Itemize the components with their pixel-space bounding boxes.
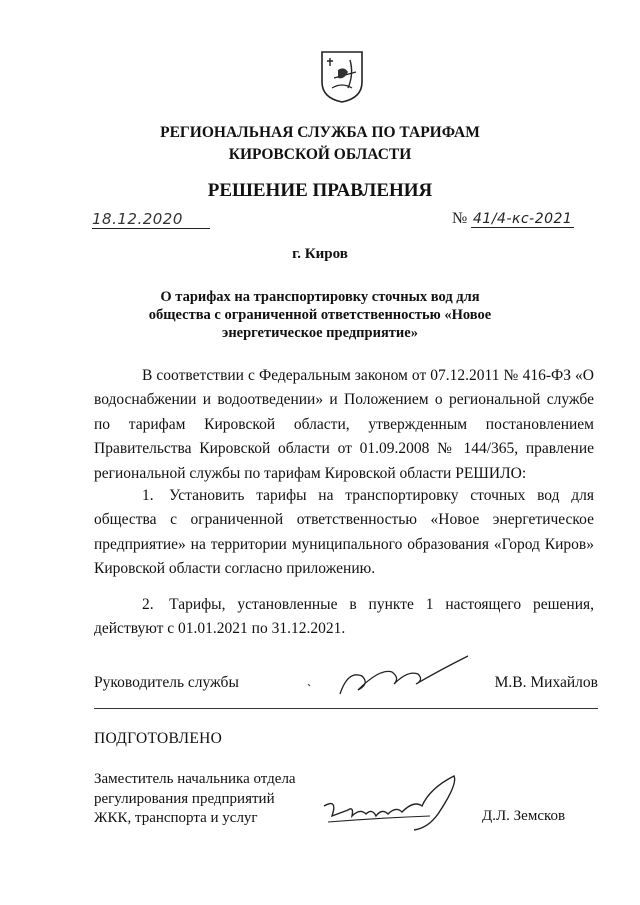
decision-date: 18.12.2020 (92, 210, 210, 229)
head-name: М.В. Михайлов (494, 674, 598, 691)
preparer-signature (318, 770, 468, 834)
decision-number (452, 210, 592, 228)
org-name-line2: КИРОВСКОЙ ОБЛАСТИ (228, 146, 412, 163)
number-sign: № (452, 210, 468, 227)
number-value: 41/4-кс-2021 (473, 211, 573, 227)
city: г. Киров (292, 246, 348, 262)
head-signature-row (94, 674, 598, 692)
preparer-position (94, 770, 354, 829)
item-1-paragraph: 1. Установить тарифы на транспортировку сточных вод для общества с ограниченной ответственностью «Новое энергетическое предприятие» на территории муниципального образования «Город Киров» Кировской области согласно приложению. (94, 487, 594, 578)
coat-of-arms-icon (318, 48, 366, 104)
decision-title: РЕШЕНИЕ ПРАВЛЕНИЯ (207, 180, 433, 201)
preparer-position-line1: Заместитель начальника отдела (94, 771, 296, 787)
org-name-line1: РЕГИОНАЛЬНАЯ СЛУЖБА ПО ТАРИФАМ (160, 124, 480, 141)
preparer-position-line3: ЖКК, транспорта и услуг (94, 810, 258, 826)
decision-subject: О тарифах на транспортировку сточных вод для общества с ограниченной ответственностью «Новое энергетическое предприятие» (148, 289, 492, 341)
preparer-position-line2: регулирования предприятий (94, 790, 275, 807)
prepared-label: ПОДГОТОВЛЕНО (94, 730, 223, 747)
preparer-name: Д.Л. Земсков (482, 808, 566, 824)
head-role: Руководитель службы (94, 674, 239, 691)
preamble-paragraph: В соответствии с Федеральным законом от 07.12.2011 № 416-ФЗ «О водоснабжении и водоотведении» и Положением о региональной службе по тарифам Кировской области, утвержденным постановлением Правительства Кировской области от 01.09.2008 № 144/365, правление региональной службы по тарифам Кировской области РЕШИЛО: (94, 367, 594, 482)
item-2-paragraph: 2. Тарифы, установленные в пункте 1 настоящего решения, действуют с 01.01.2021 по 31.12.2021. (94, 596, 594, 638)
signature-divider (94, 708, 598, 709)
